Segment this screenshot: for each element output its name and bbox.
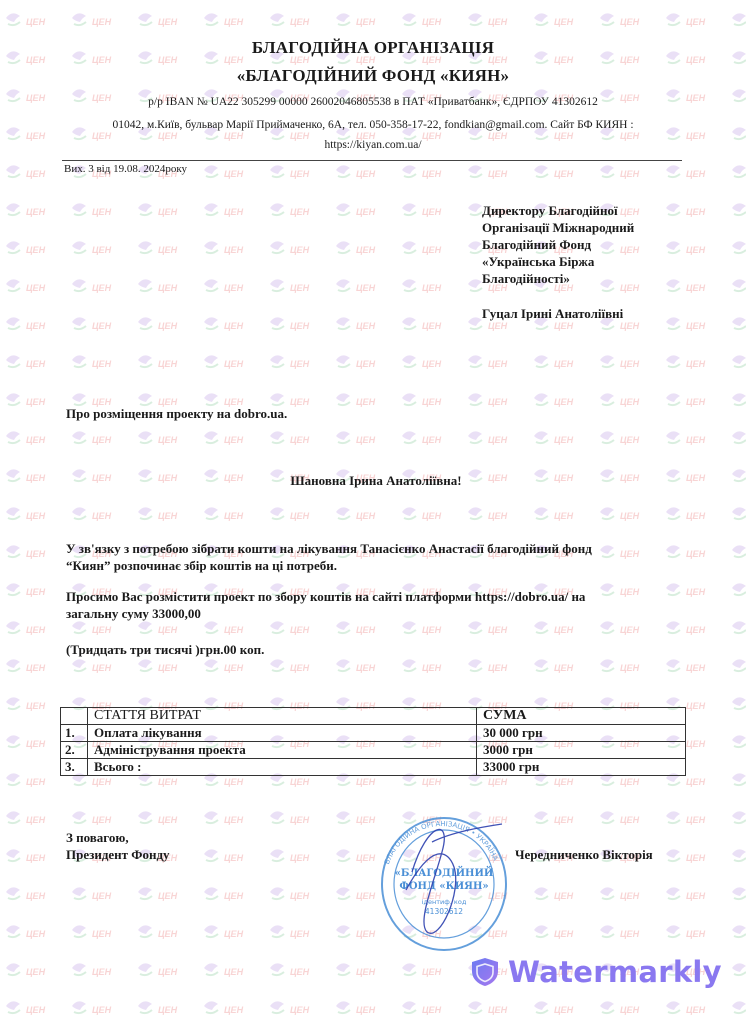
addressee-line: Директору Благодійної <box>482 203 618 218</box>
addressee-line: Благодійності» <box>482 271 570 286</box>
body-paragraph-1-line-2: “Киян” розпочинає збір коштів на ці потреби. <box>66 558 338 573</box>
addressee-line: Благодійний Фонд <box>482 237 592 252</box>
organization-stamp <box>372 812 512 952</box>
addressee-line: Організації Міжнародний <box>482 220 635 235</box>
salutation: Шановна Ірина Анатоліївна! <box>290 473 462 488</box>
address-contacts: 01042, м.Київ, бульвар Марії Приймаченко, 6А, тел. 050-358-17-22, fondkian@gmail.com. Сайт БФ КИЯН : <box>112 119 634 131</box>
subject-line: Про розміщення проекту на dobro.ua. <box>66 406 288 421</box>
stamp-line-4: 41302612 <box>424 907 464 916</box>
row-item: Адміністрування проекта <box>88 742 477 759</box>
watermarkly-badge <box>470 950 722 994</box>
shield-icon <box>470 956 500 988</box>
org-type-heading: БЛАГОДІЙНА ОРГАНІЗАЦІЯ <box>251 38 495 57</box>
row-number: 1. <box>61 725 88 742</box>
table-row <box>61 742 686 759</box>
header-number <box>61 708 88 725</box>
row-item: Оплата лікування <box>88 725 477 742</box>
stamp-ring-text: БЛАГОДІЙНА ОРГАНІЗАЦІЯ • УКРАЇНА <box>383 819 500 866</box>
row-item: Всього : <box>88 759 477 776</box>
stamp-line-1: «БЛАГОДІЙНИЙ <box>394 868 494 879</box>
outgoing-reference: Вих. 3 від 19.08. 2024року <box>64 163 188 175</box>
body-paragraph-2-line-2: загальну суму 33000,00 <box>66 606 201 621</box>
body-paragraph-1-line-1: У зв'язку з потребою зібрати кошти на лікування Танасієнко Анастасії благодійний фонд <box>66 541 592 556</box>
signer-position: Президент Фонду <box>66 847 170 862</box>
body-paragraph-2-line-1: Просимо Вас розмістити проект по збору коштів на сайті платформи https://dobro.ua/ на <box>66 589 586 604</box>
stamp-line-2: ФОНД «КИЯН» <box>399 881 489 892</box>
header-divider <box>62 160 682 161</box>
addressee-name: Гуцал Ірині Анатоліївні <box>482 306 624 321</box>
amount-in-words: (Тридцать три тисячі )грн.00 коп. <box>66 642 265 657</box>
website-link[interactable]: https://kiyan.com.ua/ <box>324 139 422 151</box>
header-expense-item: СТАТТЯ ВИТРАТ <box>88 708 477 725</box>
header-amount: СУМА <box>477 708 686 725</box>
watermarkly-label: Watermarkly <box>508 955 722 989</box>
stamp-line-3: ідентиф. код <box>421 898 467 906</box>
expense-table <box>60 707 686 776</box>
row-amount: 3000 грн <box>477 742 686 759</box>
row-amount: 30 000 грн <box>477 725 686 742</box>
addressee-block <box>482 202 634 322</box>
org-name-heading: «БЛАГОДІЙНИЙ ФОНД «КИЯН» <box>236 66 510 85</box>
row-number: 2. <box>61 742 88 759</box>
closing-phrase: З повагою, <box>66 830 129 845</box>
bank-details: р/р IBAN № UA22 305299 00000 26002046805538 в ПАТ «Приватбанк», ЄДРПОУ 41302612 <box>148 96 598 108</box>
addressee-line: «Українська Біржа <box>482 254 595 269</box>
row-amount: 33000 грн <box>477 759 686 776</box>
table-row <box>61 725 686 742</box>
signer-name: Чередниченко Вікторія <box>515 847 653 862</box>
table-header-row <box>61 708 686 725</box>
table-row <box>61 759 686 776</box>
row-number: 3. <box>61 759 88 776</box>
